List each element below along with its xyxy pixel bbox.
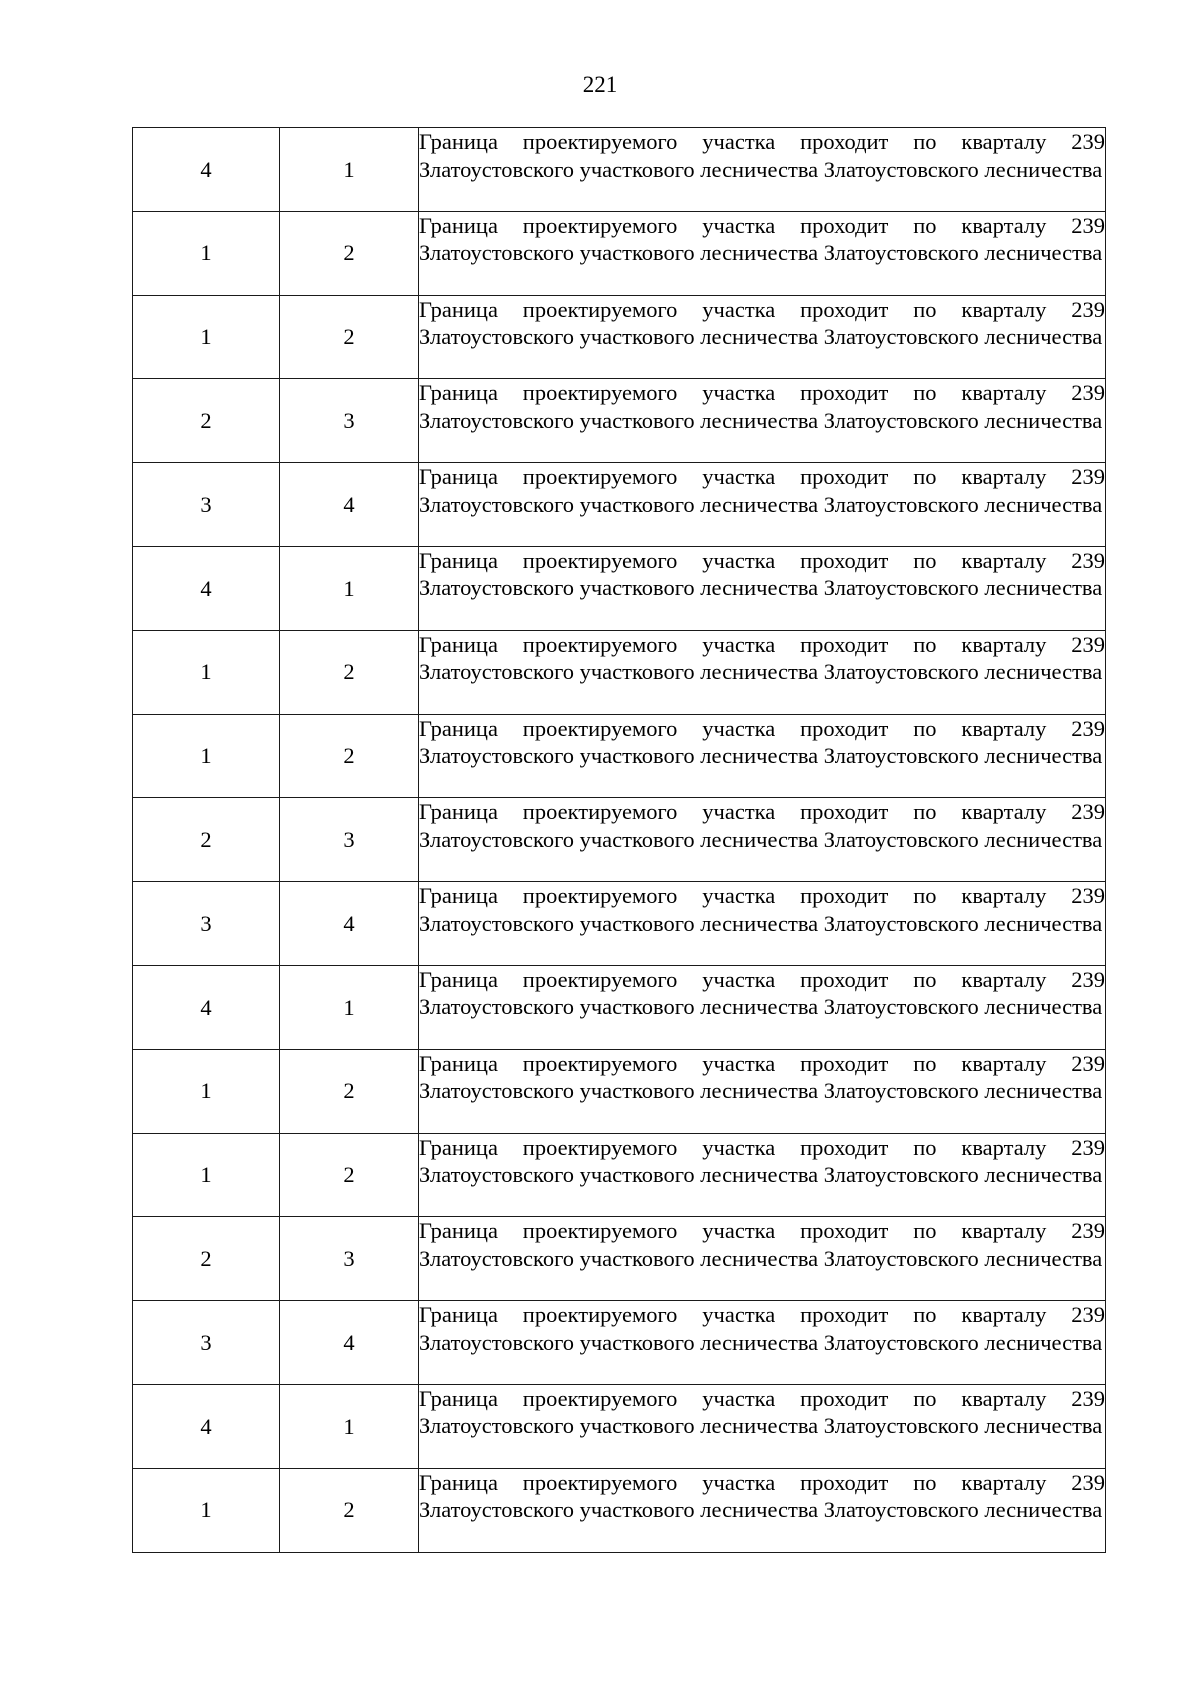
point-from-cell: 1: [133, 295, 280, 379]
page-number: 221: [582, 72, 618, 97]
point-to-cell: 1: [280, 965, 419, 1049]
point-from-cell: 1: [133, 1468, 280, 1552]
table-row: [133, 1049, 1106, 1133]
boundary-table: [132, 127, 1106, 1553]
boundary-description-text: Граница проектируемого участка проходит по кварталу 239 Златоустовского участкового лесничества Златоустовского лесничества: [419, 380, 1105, 433]
table-row: [133, 1217, 1106, 1301]
boundary-description-cell: [419, 1384, 1106, 1468]
boundary-description-cell: [419, 965, 1106, 1049]
boundary-description-cell: [419, 1301, 1106, 1385]
point-to-cell: 1: [280, 128, 419, 212]
table-row: [133, 463, 1106, 547]
boundary-description-text: Граница проектируемого участка проходит по кварталу 239 Златоустовского участкового лесничества Златоустовского лесничества: [419, 631, 1105, 685]
boundary-description-text: Граница проектируемого участка проходит по кварталу 239 Златоустовского участкового лесничества Златоустовского лесничества: [419, 1134, 1105, 1188]
table-row: [133, 128, 1106, 212]
boundary-description-text: Граница проектируемого участка проходит по кварталу 239 Златоустовского участкового лесничества Златоустовского лесничества: [419, 547, 1105, 601]
point-from-cell: 4: [133, 1384, 280, 1468]
table-row: [133, 211, 1106, 295]
point-to-cell: 2: [280, 1468, 419, 1552]
point-to-cell: 3: [280, 798, 419, 882]
point-from-cell: 4: [133, 965, 280, 1049]
point-from-cell: 1: [133, 630, 280, 714]
boundary-description-cell: [419, 882, 1106, 966]
boundary-description-cell: [419, 295, 1106, 379]
boundary-description-cell: [419, 546, 1106, 630]
table-row: [133, 1468, 1106, 1552]
boundary-description-text: Граница проектируемого участка проходит по кварталу 239 Златоустовского участкового лесничества Златоустовского лесничества: [419, 799, 1105, 852]
table-row: [133, 1384, 1106, 1468]
table-row: [133, 965, 1106, 1049]
point-to-cell: 2: [280, 714, 419, 798]
boundary-description-text: Граница проектируемого участка проходит по кварталу 239 Златоустовского участкового лесничества Златоустовского лесничества: [419, 715, 1105, 769]
point-to-cell: 2: [280, 295, 419, 379]
point-to-cell: 1: [280, 1384, 419, 1468]
point-to-cell: 2: [280, 211, 419, 295]
point-to-cell: 2: [280, 630, 419, 714]
boundary-description-cell: [419, 714, 1106, 798]
boundary-description-cell: [419, 211, 1106, 295]
table-row: [133, 295, 1106, 379]
boundary-description-text: Граница проектируемого участка проходит по кварталу 239 Златоустовского участкового лесничества Златоустовского лесничества: [419, 1050, 1105, 1104]
boundary-description-text: Граница проектируемого участка проходит по кварталу 239 Златоустовского участкового лесничества Златоустовского лесничества: [419, 966, 1105, 1020]
point-to-cell: 4: [280, 1301, 419, 1385]
boundary-description-text: Граница проектируемого участка проходит по кварталу 239 Златоустовского участкового лесничества Златоустовского лесничества: [419, 212, 1105, 266]
point-from-cell: 2: [133, 798, 280, 882]
point-from-cell: 2: [133, 379, 280, 463]
boundary-description-text: Граница проектируемого участка проходит по кварталу 239 Златоустовского участкового лесничества Златоустовского лесничества: [419, 129, 1105, 182]
point-to-cell: 1: [280, 546, 419, 630]
table-row: [133, 714, 1106, 798]
boundary-description-cell: [419, 630, 1106, 714]
table-body: [133, 128, 1106, 1553]
point-from-cell: 3: [133, 882, 280, 966]
point-to-cell: 4: [280, 463, 419, 547]
point-from-cell: 1: [133, 714, 280, 798]
boundary-description-text: Граница проектируемого участка проходит по кварталу 239 Златоустовского участкового лесничества Златоустовского лесничества: [419, 1469, 1105, 1523]
boundary-description-text: Граница проектируемого участка проходит по кварталу 239 Златоустовского участкового лесничества Златоустовского лесничества: [419, 1385, 1105, 1439]
boundary-description-cell: [419, 1468, 1106, 1552]
point-from-cell: 4: [133, 128, 280, 212]
boundary-description-text: Граница проектируемого участка проходит по кварталу 239 Златоустовского участкового лесничества Златоустовского лесничества: [419, 296, 1105, 350]
table-row: [133, 630, 1106, 714]
boundary-description-cell: [419, 1049, 1106, 1133]
table-row: [133, 1301, 1106, 1385]
point-from-cell: 1: [133, 1049, 280, 1133]
point-from-cell: 1: [133, 211, 280, 295]
table-row: [133, 798, 1106, 882]
point-to-cell: 4: [280, 882, 419, 966]
boundary-description-cell: [419, 1133, 1106, 1217]
table-row: [133, 546, 1106, 630]
boundary-description-cell: [419, 798, 1106, 882]
boundary-description-text: Граница проектируемого участка проходит по кварталу 239 Златоустовского участкового лесничества Златоустовского лесничества: [419, 464, 1105, 517]
boundary-description-text: Граница проектируемого участка проходит по кварталу 239 Златоустовского участкового лесничества Златоустовского лесничества: [419, 1302, 1105, 1355]
table-row: [133, 882, 1106, 966]
table-row: [133, 379, 1106, 463]
table-row: [133, 1133, 1106, 1217]
point-from-cell: 4: [133, 546, 280, 630]
boundary-description-cell: [419, 379, 1106, 463]
point-from-cell: 3: [133, 1301, 280, 1385]
point-from-cell: 1: [133, 1133, 280, 1217]
boundary-description-cell: [419, 1217, 1106, 1301]
boundary-description-text: Граница проектируемого участка проходит по кварталу 239 Златоустовского участкового лесничества Златоустовского лесничества: [419, 883, 1105, 936]
point-from-cell: 2: [133, 1217, 280, 1301]
point-to-cell: 2: [280, 1049, 419, 1133]
point-to-cell: 3: [280, 1217, 419, 1301]
boundary-description-text: Граница проектируемого участка проходит по кварталу 239 Златоустовского участкового лесничества Златоустовского лесничества: [419, 1218, 1105, 1271]
point-to-cell: 3: [280, 379, 419, 463]
boundary-description-cell: [419, 463, 1106, 547]
boundary-description-cell: [419, 128, 1106, 212]
point-to-cell: 2: [280, 1133, 419, 1217]
point-from-cell: 3: [133, 463, 280, 547]
